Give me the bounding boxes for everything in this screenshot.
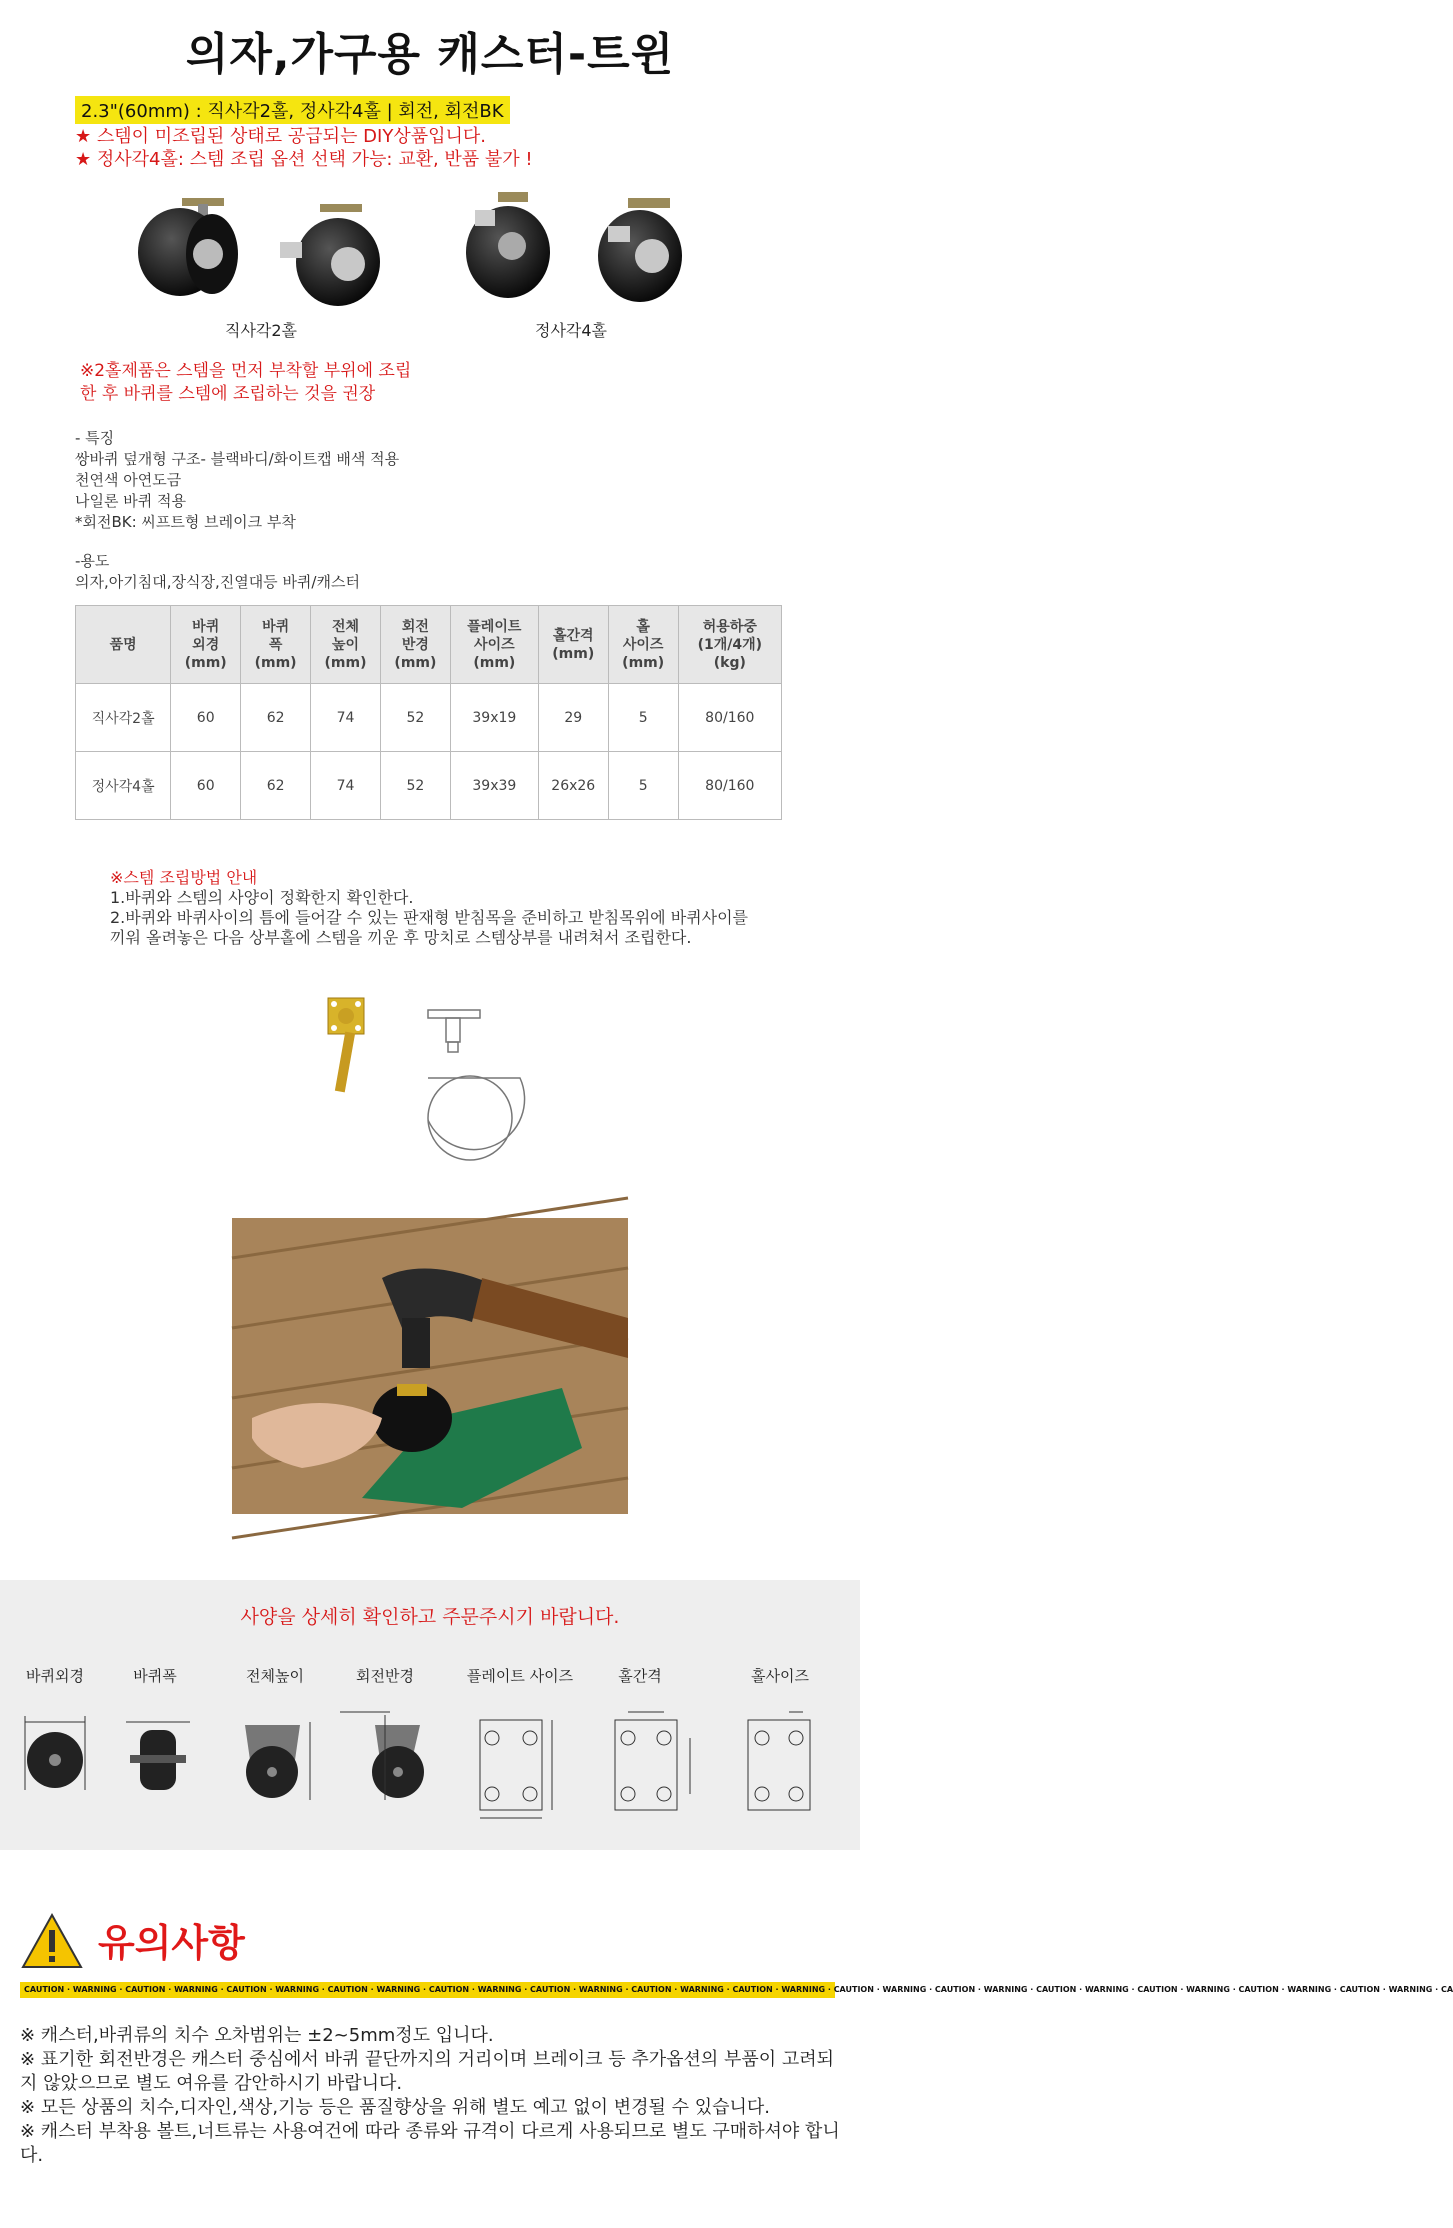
caster-2hole-b xyxy=(280,204,380,306)
label-total-height: 전체높이 xyxy=(246,1667,304,1685)
table-row xyxy=(76,752,782,820)
table-cell: 60 xyxy=(171,684,241,752)
spec-icons xyxy=(0,1700,860,1840)
label-hole-size: 홀사이즈 xyxy=(751,1667,809,1685)
table-cell: 5 xyxy=(608,752,678,820)
table-header-cell: 바퀴 폭 (mm) xyxy=(241,606,311,684)
caption-2hole: 직사각2홀 xyxy=(225,321,298,340)
wheel-diameter-icon xyxy=(25,1716,85,1790)
stem-guide xyxy=(110,868,748,948)
table-cell: 직사각2홀 xyxy=(76,684,171,752)
spec-table xyxy=(75,605,782,820)
label-hole-spacing: 홀간격 xyxy=(618,1667,662,1685)
guide-step: 끼워 올려놓은 다음 상부홀에 스템을 끼운 후 망치로 스템상부를 내려쳐서 조립한다. xyxy=(110,928,692,947)
caution-item: ※ 모든 상품의 치수,디자인,색상,기능 등은 품질향상을 위해 별도 예고 없이 변경될 수 있습니다. xyxy=(20,2097,770,2118)
features-list xyxy=(75,428,399,533)
table-cell: 52 xyxy=(380,684,450,752)
assembly-note-line: 한 후 바퀴를 스템에 조립하는 것을 권장 xyxy=(80,384,376,404)
table-cell: 60 xyxy=(171,752,241,820)
table-header-cell: 바퀴 외경 (mm) xyxy=(171,606,241,684)
table-header-cell: 허용하중 (1개/4개) (kg) xyxy=(678,606,781,684)
feature-item: *회전BK: 씨프트형 브레이크 부착 xyxy=(75,513,296,531)
table-header-row xyxy=(76,606,782,684)
table-header-cell: 플레이트 사이즈 (mm) xyxy=(450,606,538,684)
table-cell: 29 xyxy=(538,684,608,752)
table-header-cell: 품명 xyxy=(76,606,171,684)
guide-step: 1.바퀴와 스템의 사양이 정확한지 확인한다. xyxy=(110,888,414,907)
assembly-note-line: ※2홀제품은 스템을 먼저 부착할 부위에 조립 xyxy=(80,361,412,381)
table-cell: 80/160 xyxy=(678,684,781,752)
table-cell: 26x26 xyxy=(538,752,608,820)
wheel-width-icon xyxy=(126,1722,190,1790)
label-wheel-width: 바퀴폭 xyxy=(133,1667,177,1685)
table-cell: 62 xyxy=(241,752,311,820)
caster-4hole-b xyxy=(598,198,682,302)
stem-diagram xyxy=(320,990,550,1190)
guide-title: ※스템 조립방법 안내 xyxy=(110,868,258,887)
feature-item: 나일론 바퀴 적용 xyxy=(75,492,186,510)
label-plate-size: 플레이트 사이즈 xyxy=(466,1667,574,1685)
table-cell: 62 xyxy=(241,684,311,752)
notice-option: ★ 정사각4홀: 스템 조립 옵션 선택 가능: 교환, 반품 불가 ! xyxy=(75,149,533,170)
label-swivel-radius: 회전반경 xyxy=(356,1667,414,1685)
page-title: 의자,가구용 캐스터-트윈 xyxy=(185,29,675,80)
table-cell: 39x39 xyxy=(450,752,538,820)
hole-size-icon xyxy=(748,1712,810,1810)
spec-highlight: 2.3"(60mm) : 직사각2홀, 정사각4홀 | 회전, 회전BK xyxy=(75,96,510,124)
caster-2hole-a xyxy=(138,198,238,296)
caution-item: ※ 표기한 회전반경은 캐스터 중심에서 바퀴 끝단까지의 거리이며 브레이크 등 추가옵션의 부품이 고려되지 않았으므로 별도 여유를 감안하시기 바랍니다. xyxy=(20,2049,835,2094)
table-row xyxy=(76,684,782,752)
caution-item: ※ 캐스터,바퀴류의 치수 오차범위는 ±2~5mm정도 입니다. xyxy=(20,2025,494,2046)
feature-item: 천연색 아연도금 xyxy=(75,471,182,489)
caution-list xyxy=(20,2024,840,2168)
table-cell: 39x19 xyxy=(450,684,538,752)
notice-diy: ★ 스템이 미조립된 상태로 공급되는 DIY상품입니다. xyxy=(75,126,487,147)
caution-item: ※ 캐스터 부착용 볼트,너트류는 사용여건에 따라 종류와 규격이 다르게 사용되므로 별도 구매하셔야 합니다. xyxy=(20,2121,840,2166)
table-header-cell: 전체 높이 (mm) xyxy=(311,606,381,684)
swivel-radius-icon xyxy=(340,1712,424,1800)
caution-tape: CAUTION · WARNING · CAUTION · WARNING · CAUTION · WARNING · CAUTION · WARNING · CAUTION · WARNING · CAUTION · WARNING · CAUTION · WARNING · CAUTION · WARNING · CAUTION · WARNING · CAUTION · WARNING · CAUTION · WARNING · CAUTION · WARNING · CAUTION · WARNING · CAUTION · WARNING · CA xyxy=(20,1982,835,1998)
guide-step: 2.바퀴와 바퀴사이의 틈에 들어갈 수 있는 판재형 받침목을 준비하고 받침목위에 바퀴사이를 xyxy=(110,908,748,927)
usage-list xyxy=(75,551,360,593)
plate-size-icon xyxy=(480,1720,552,1818)
table-cell: 5 xyxy=(608,684,678,752)
spec-band-title: 사양을 상세히 확인하고 주문주시기 바랍니다. xyxy=(240,1606,620,1628)
caption-4hole: 정사각4홀 xyxy=(535,321,608,340)
table-cell: 80/160 xyxy=(678,752,781,820)
product-photo-casters xyxy=(120,190,720,320)
features-heading: - 특징 xyxy=(75,429,115,447)
usage-item: 의자,아기침대,장식장,진열대등 바퀴/캐스터 xyxy=(75,573,360,591)
label-wheel-diameter: 바퀴외경 xyxy=(26,1667,84,1685)
table-cell: 74 xyxy=(311,752,381,820)
table-header-cell: 회전 반경 (mm) xyxy=(380,606,450,684)
table-cell: 74 xyxy=(311,684,381,752)
hole-spacing-icon xyxy=(615,1712,690,1810)
assembly-note xyxy=(80,360,411,406)
table-cell: 정사각4홀 xyxy=(76,752,171,820)
feature-item: 쌍바퀴 덮개형 구조- 블랙바디/화이트캡 배색 적용 xyxy=(75,450,400,468)
table-cell: 52 xyxy=(380,752,450,820)
caution-title: 유의사항 xyxy=(98,1921,245,1965)
hammer-assembly-photo xyxy=(232,1218,628,1514)
table-header-cell: 홀 사이즈 (mm) xyxy=(608,606,678,684)
warning-icon xyxy=(20,1912,84,1970)
total-height-icon xyxy=(245,1722,310,1800)
caster-4hole-a xyxy=(466,192,550,298)
usage-heading: -용도 xyxy=(75,552,110,570)
table-header-cell: 홀간격 (mm) xyxy=(538,606,608,684)
